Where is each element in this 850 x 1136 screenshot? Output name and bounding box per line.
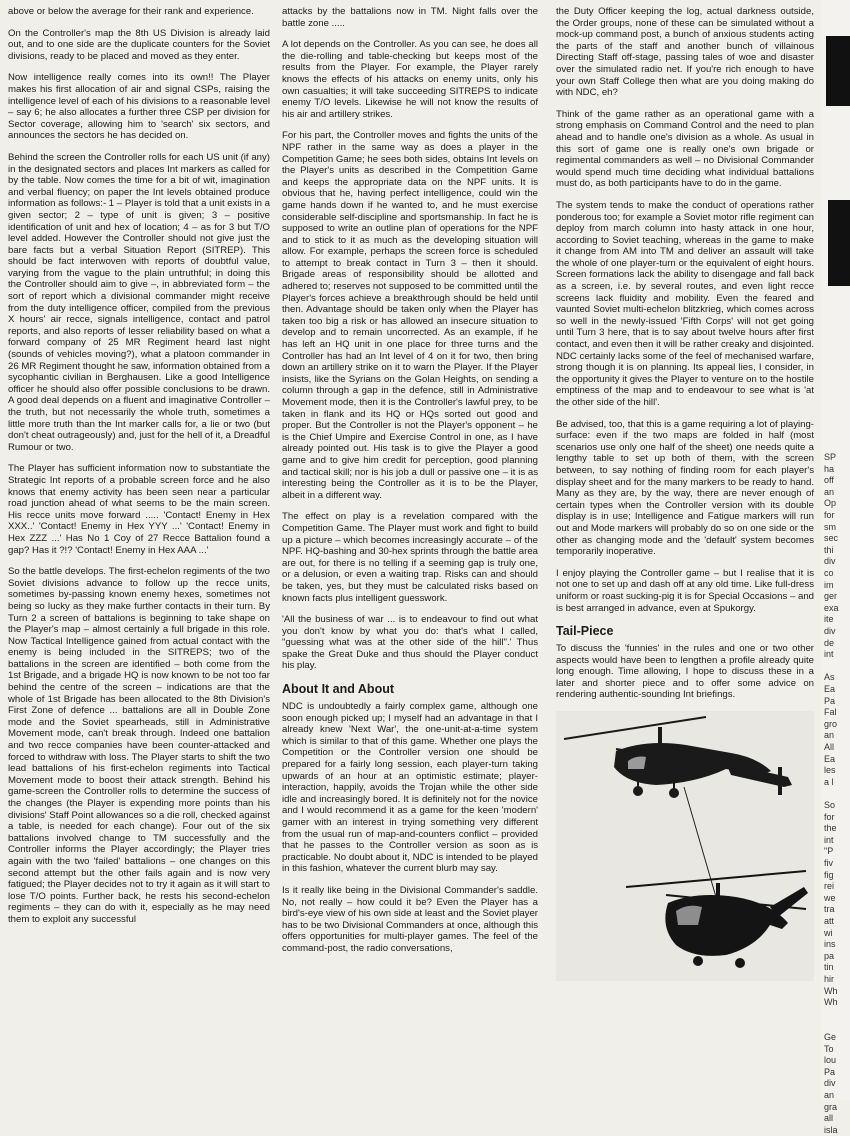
fragment-text: To <box>824 1043 834 1054</box>
fragment-text: de <box>824 637 835 648</box>
quote-paragraph: 'All the business of war ... is to endeavour to find out what you don't know by what you do: that's what I called, "guessing what was at the other side of the hill".' Thus spake the Great Duke and thus should the Player conduct his play. <box>282 614 538 672</box>
paragraph: Is it really like being in the Divisional Commander's saddle. No, not really – how could it be? Even the Player has a bird's-eye view of his own side at least and the Soviet player has to be two Divisional Commanders at once, although this offers opportunities for multi-player games. The feel of the command-post, the radio conversations, <box>282 884 538 954</box>
paragraph: Think of the game rather as an operational game with a strong emphasis on Command Control and the need to plan ahead and to handle one's division as a whole. As usual in this sort of game one is really one's own brigade or regimental commanders as well – no Divisional Commander would spend much time deciding what individual battalions must do, as both participants have to do in the game. <box>556 108 814 190</box>
fragment-text: all <box>824 1113 834 1124</box>
fragment-text: les <box>824 765 836 776</box>
paragraph: Now intelligence really comes into its own!! The Player makes his first allocation of air and signal CSPs, raising the intelligence level of each of his divisions to a reasonable level – say 6; he also allocates a further three CSP per division for Sector coverage, allowing him to 'search' six sectors, and announces the sectors he has decided on. <box>8 72 270 142</box>
fragment-text: Wh <box>824 997 838 1008</box>
fragment-text: an <box>824 486 835 497</box>
fragment-text: an <box>824 1090 835 1100</box>
fragment-text: ins <box>824 939 836 950</box>
fragment-text: SP <box>824 452 837 462</box>
fragment-text: Fal <box>824 707 837 718</box>
fragment-text: thi <box>824 544 834 555</box>
fragment-text: Pa <box>824 1066 836 1077</box>
column-middle <box>282 6 538 965</box>
fragment-text: off <box>824 475 834 486</box>
paragraph: So the battle develops. The first-echelon regiments of the two Soviet divisions advance to follow up the recce units, sometimes by-passing known enemy hexes, sometimes not being so lucky as they make further contacts in their turn. By Turn 2 a screen of battalions is beginning to take shape on the Player's map – almost certainly a full brigade in this role. Now Tactical Intelligence gained from actual contact with the enemy is being included in the SITREPS; two of the battalions in the screen are identified – both come from the 1st Brigade, and a brigade HQ is now known to be not too far behind the centre of the screen – indications are that the whole of 1st Brigade has been allocated to the 8th Division's First Zone of defence ... battalions are all in Double Zone mode and the Soviet spearheads, still in Administrative Movement mode, can't break through. Indeed one battalion and two recce companies have been counter-attacked and forced to withdraw with loss. The Player starts to shift the two lead battalions of his first-echelon regiments into Tactical Movement mode to boost their attack strength. Behind his game-screen the Controller rolls to determine the success of the changes (the Player is expending more points than his divisions' Staff Point allowances so a die roll, checked against a table, is needed for each change). Four out of the six battalions involved change to TM successfully and the Controller informs the Player accordingly; the Player tries again with the two 'failed' battalions – one changes on this second attempt but the other fails again and is now very fatigued; the Player decides not to try it again as it will start to lose T/O points. Further back, he rests his second-echelon regiments – they can do with it, especially as he may need them to exploit any successful <box>8 566 270 925</box>
fragment-text: for <box>824 510 835 520</box>
fragment-text: co <box>824 568 834 578</box>
paragraph: On the Controller's map the 8th US Division is already laid out, and to one side are the duplicate counters for the Soviet divisions, ready to be placed and moved as they enter. <box>8 27 270 62</box>
paragraph: NDC is undoubtedly a fairly complex game, although one soon enough picked up; I myself had an advantage in that I already knew 'Next War', the one-unit-at-a-time system which is similar to that of this game. Whether one plays the Competition or the Controller version one should be prepared for a fairly long session, each player-turn taking upwards of an hour at an optimistic estimate; player-interaction, happily, avoids the Trojan while the other side idle and increasingly bored. It is definitely not for the novice and I would recommend it as a game for the keen 'modern' gamer with an interest in trying something very different from the usual run of map-and-counters conflict – provided that he passes to the Controller version as soon as is practicable. No doubt about it, NDC is intended to be played in this fashion, whatever the current blurb may say. <box>282 701 538 875</box>
helicopter-illustration <box>556 711 814 981</box>
fragment-text: div <box>824 1078 836 1089</box>
fragment-text: ite <box>824 614 834 625</box>
paragraph: To discuss the 'funnies' in the rules and one or two other aspects would have been to lengthen a profile already quite long enough. Time allowing, I hope to discuss these in a later and shorter piece and to offer some advice on rendering authentic-sounding Int briefings. <box>556 643 814 701</box>
fragment-text: Op <box>824 498 837 509</box>
fragment-text: lou <box>824 1055 837 1066</box>
fragment-text: Ea <box>824 753 836 764</box>
fragment-text: sm <box>824 521 836 532</box>
fragment-text: im <box>824 579 834 590</box>
column-right <box>556 6 814 981</box>
fragment-text: Pa <box>824 695 836 706</box>
fragment-text: pa <box>824 950 835 961</box>
paragraph: The Player has sufficient information now to substantiate the Strategic Int reports of a probable screen force and he also knows that enemy activity has been seen near a particular road junction ahead of what seems to be the main screen. His recce units move forward ..... 'Contact! Enemy in Hex XXX..' 'Contact! Enemy in Hex YYY ...' 'Contact! Enemy in Hex ZZZ ...' Has No 1 Coy of 27 Recce Battalion found a gap? Has it ?!? 'Contact! Enemy in Hex AAA ...' <box>8 463 270 556</box>
fragment-text: div <box>824 626 836 636</box>
section-heading-about-it: About It and About <box>282 682 395 697</box>
fragment-text: hir <box>824 974 835 984</box>
fragment-text: Ge <box>824 1032 837 1042</box>
paragraph: A lot depends on the Controller. As you can see, he does all the die-rolling and table-checking but keeps most of the results from the Player. For example, the Player rarely knows the effects of his attacks on enemy units, only his own casualties; it will take succeeding SITREPS to indicate enemy T/O levels. Likewise he will not know the results of his air and artillery strikes. <box>282 39 538 120</box>
fragment-text: att <box>824 916 835 926</box>
adjacent-page-dark-block <box>828 200 850 286</box>
fragment-text: int <box>824 649 834 660</box>
adjacent-page-dark-block <box>826 36 850 106</box>
fragment-text: gra <box>824 1101 838 1112</box>
paragraph: the Duty Officer keeping the log, actual darkness outside, the Order groups, none of these can be simulated without a mock-up command post, a bunch of anxious students acting the parts of the staff and another bunch of villainous Directing Staff off-stage, passing tales of woe and disaster over the simulated radio net. If you're rich enough to have your own Staff College then what are you doing making do with NDC, eh? <box>556 6 814 99</box>
fragment-text: fig <box>824 869 834 880</box>
fragment-text: fiv <box>824 858 833 868</box>
fragment-text: exa <box>824 602 839 613</box>
fragment-text: rei <box>824 881 835 892</box>
fragment-text: So <box>824 800 836 810</box>
fragment-text: tra <box>824 904 835 915</box>
fragment-text: Ea <box>824 684 836 694</box>
fragment-text: div <box>824 556 836 567</box>
fragment-text: isla <box>824 1124 838 1135</box>
fragment-text: a l <box>824 776 834 787</box>
fragment-text: for <box>824 811 835 822</box>
paragraph: Be advised, too, that this is a game requiring a lot of playing-surface: even if the two maps are folded in half (most scenarios use only one half of the sheet) one needs quite a lengthy table to set up both of them, with the screen between, to say nothing of finding room for each player's display sheet and for the many markers to be ready to hand. Many as they are, by the way, there are never enough of certain types when the Controller version with its double display is in use; Intelligence and Fatigue markers will run out and Mode markers will probably do so on one side or the other as changing mode and the 'default' system becomes temporarily inoperative. <box>556 418 814 558</box>
fragment-text: an <box>824 730 835 741</box>
fragment-text: gro <box>824 718 838 729</box>
fragment-text: ha <box>824 463 835 474</box>
fragment-text: Wh <box>824 985 838 996</box>
fragment-text: we <box>824 892 836 903</box>
fragment-text: As <box>824 672 835 683</box>
fragment-text: the <box>824 823 837 834</box>
paragraph: For his part, the Controller moves and fights the units of the NPF rather in the same way as does a player in the Competition Game; he sees both sides, obtains Int levels on the Player's units as described in the Competition Game and keeps the appropriate data on the NPF units. It is obvious that he, having perfect intelligence, could win the game hands down if he wanted to, and he must exercise considerable self-discipline and sportsmanship. In fact he is supposed to write an outline plan of operations for the NPF and to stick to it as much as the developing situation will allow. For example, perhaps the screen force is scheduled to attempt to break contact in Turn 3 – then it should. Brigade areas of responsibility should be allotted and adhered to; reserves not supposed to be committed until the Player's forces achieve a breakthrough should be held until then. Advantage should be taken only when the Player has taken too big a risk or has allowed an insecure situation to develop and to remain uncorrected. As an example, if he has left an HQ unit in one place for three turns and the Controller has had an Int level of 4 on it for two, then bring down an artillery strike on it to warn the Player. If the Player insists, like the Syrians on the Golan Heights, on sending a column through a gap in the defence, still in Administrative Movement mode, then it is the Controller's lawful prey, to be taken in flank and its HQ or HQs sorted out good and proper. But the Controller is not the Player's opponent – he is the Chief Umpire and Exercise Control in one, as I have already pointed out. His task is to give the Player a good game and to give him credit for perception, good planning and tactical skill; nor is his job a dull or passive one – it is as interesting being the Controller as it is to be the Player, albeit in a different way. <box>282 130 538 501</box>
fragment-text: ger <box>824 591 838 602</box>
fragment-text: All <box>824 742 835 752</box>
paragraph: I enjoy playing the Controller game – but I realise that it is not one to set up and dash off at any old time. Like full-dress uniform or roast sucking-pig it is for Special Occasions – and is best arranged in advance, even at Spukorgy. <box>556 567 814 614</box>
paragraph: above or below the average for their rank and experience. <box>8 6 254 17</box>
paragraph: The effect on play is a revelation compared with the Competition Game. The Player must work and fight to build up a picture – which becomes increasingly accurate – of the NPF. HQ-bashing and 30-hex sprints through the battle area are out, for there is no telling if a seeming gap is truly one, or a delusion, or even a waiting trap. Risks can and should be taken, yes, but they must be calculated risks based on known facts plus intelligent guesswork. <box>282 511 538 604</box>
fragment-text: "P <box>824 846 834 857</box>
paragraph: attacks by the battalions now in TM. Night falls over the battle zone ..... <box>282 6 538 29</box>
section-heading-tail-piece: Tail-Piece <box>556 624 614 639</box>
fragment-text: int <box>824 834 834 845</box>
column-left <box>8 6 270 936</box>
fragment-text: tin <box>824 962 834 973</box>
fragment-text: wi <box>824 927 833 938</box>
fragment-text: sec <box>824 533 839 544</box>
helicopter-photo <box>556 711 814 981</box>
paragraph: The system tends to make the conduct of operations rather ponderous too; for example a Soviet motor rifle regiment can deploy from march column into hasty attack in one hour, according to Soviet teaching, whereas in the game to make it change from AM into TM and deliver an assault will take the whole of one player-turn or the equivalent of eight hours. Screen formations lack the ability to disengage and fall back as a screen, i.e. by several routes, and even light recce screens lack fluidity and mobility. Even the feared and vaunted Soviet multi-echelon blitzkrieg, which comes across so well in the newly-issued 'Fifth Corps' will not get going until Turn 3 here, that is to say about twelve hours after first contact, and even then it will be rather creaky and disjointed. NDC certainly lacks some of the feel of mechanised warfare, strong though it is on planning. Its appeal lies, I consider, in the opportunity it gives the Player to venture on to the hostile emptiness of the map and to endeavour to see what is 'at the other side of the hill'. <box>556 199 814 408</box>
paragraph: Behind the screen the Controller rolls for each US unit (if any) in the designated sectors and places Int markers as called for by the table. Now comes the time for a bit of wit, imagination and verbal fluency; on paper the Int levels obtained produce information as follows:- 1 – Player is told that a unit exists in a given sector; 2 – type of unit is given; 3 – positive identification of unit and hex of location; 4 – as for 3 but T/O level added. However the Controller should not give just the bare facts but a verbal Situation Report (SITREP). This should be fact interwoven with reports of doubtful value, varying from the vague to the plain untruthful; in doing this the Controller should aim to give –, in abbreviated form – the sort of report which a divisional commander might receive from the duty intelligence officer, compiled from the previous X hours' air recce, signals intelligence, contact and patrol reports, and also reports of lesser reliability based on what a forward company of 25 MR Regiment heard last night (sounds of vehicles moving?), what a platoon commander in 26 MR Regiment thought he saw, information obtained from a sycophantic civilian in Berghausen. Like a good Intelligence officer he should also offer possible conclusions to be drawn. A good deal depends on a fluent and imaginative Controller – the truth, but not necessarily the whole truth, sometimes a little more truth than the Int marker calls for, a lie or two (but don't cheat outrageously) and, just for the hell of it, a Dreadful Rumour or two. <box>8 151 270 453</box>
